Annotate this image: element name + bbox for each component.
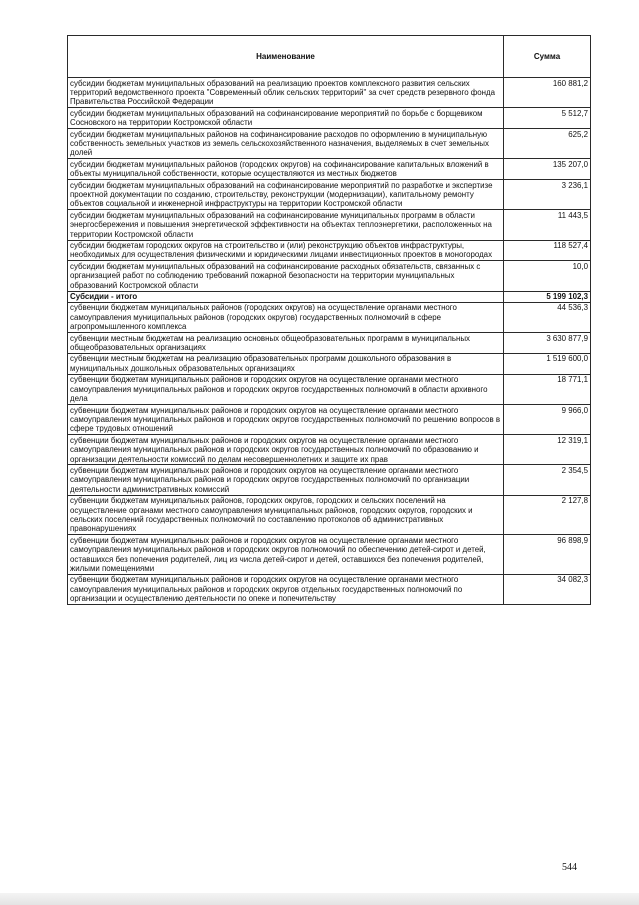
row-name: субсидии бюджетам муниципальных образований на софинансирование мероприятий по разработке и экспертизе проектной документации по созданию, строительству, реконструкции (модернизации), капитальному ремонту объектов социальной и инженерной инфраструктуры на территории Костромской области [68, 180, 504, 210]
row-name: субсидии бюджетам муниципальных районов (городских округов) на софинансирование капитальных вложений в объекты муниципальной собственности, которые осуществляются из местных бюджетов [68, 159, 504, 180]
row-sum: 18 771,1 [504, 374, 591, 404]
scan-bottom-edge [0, 893, 639, 905]
row-name: субвенции бюджетам муниципальных районов и городских округов на осуществление органами местного самоуправления муниципальных районов и городских округов полномочий по обеспечению детей-сирот и детей, оставшихся без попечения родителей, лиц из числа детей-сирот и детей, оставшихся без попечения родителей, жилыми помещениями [68, 535, 504, 575]
table-row [68, 353, 591, 374]
table-header-row [68, 36, 591, 78]
table-row [68, 108, 591, 129]
row-sum: 3 236,1 [504, 180, 591, 210]
header-sum: Сумма [504, 36, 591, 78]
table-row [68, 465, 591, 495]
row-name: субсидии бюджетам муниципальных образований на софинансирование муниципальных программ в области энергосбережения и повышения энергетической эффективности на объектах теплоэнергетики, расположенных на территории Костромской области [68, 210, 504, 240]
row-sum: 2 127,8 [504, 495, 591, 535]
row-name: Субсидии - итого [68, 291, 504, 302]
row-sum: 160 881,2 [504, 78, 591, 108]
page-number: 544 [562, 862, 577, 873]
row-name: субвенции бюджетам муниципальных районов (городских округов) на осуществление органами местного самоуправления муниципальных районов (городских округов) государственных полномочий в сфере агропромышленного комплекса [68, 302, 504, 332]
table-row [68, 159, 591, 180]
row-sum: 44 536,3 [504, 302, 591, 332]
row-sum: 96 898,9 [504, 535, 591, 575]
row-name: субвенции бюджетам муниципальных районов и городских округов на осуществление органами местного самоуправления муниципальных районов и городских округов государственных полномочий по решению вопросов в сфере трудовых отношений [68, 405, 504, 435]
row-name: субвенции бюджетам муниципальных районов и городских округов на осуществление органами местного самоуправления муниципальных районов и городских округов государственных полномочий по образованию и организации деятельности комиссий по делам несовершеннолетних и защите их прав [68, 435, 504, 465]
table-row [68, 435, 591, 465]
table-body [68, 78, 591, 605]
row-sum: 9 966,0 [504, 405, 591, 435]
row-sum: 10,0 [504, 261, 591, 291]
row-sum: 1 519 600,0 [504, 353, 591, 374]
row-name: субвенции местным бюджетам на реализацию образовательных программ дошкольного образования в муниципальных дошкольных образовательных организациях [68, 353, 504, 374]
table-row [68, 302, 591, 332]
table-row [68, 574, 591, 604]
row-sum: 5 512,7 [504, 108, 591, 129]
row-name: субсидии бюджетам муниципальных образований на софинансирование мероприятий по борьбе с борщевиком Сосновского на территории Костромской области [68, 108, 504, 129]
table-row [68, 495, 591, 535]
table-row [68, 374, 591, 404]
row-name: субсидии бюджетам муниципальных районов на софинансирование расходов по оформлению в муниципальную собственность земельных участков из земель сельскохозяйственного назначения, выделяемых в счет земельных долей [68, 129, 504, 159]
row-name: субсидии бюджетам муниципальных образований на реализацию проектов комплексного развития сельских территорий ведомственного проекта "Современный облик сельских территорий" за счет средств резервного фонда Правительства Российской Федерации [68, 78, 504, 108]
row-name: субсидии бюджетам городских округов на строительство и (или) реконструкцию объектов инфраструктуры, необходимых для осуществления физическими и юридическими лицами инвестиционных проектов в моногородах [68, 240, 504, 261]
table-row [68, 78, 591, 108]
row-sum: 2 354,5 [504, 465, 591, 495]
table-row [68, 129, 591, 159]
row-sum: 11 443,5 [504, 210, 591, 240]
row-name: субвенции бюджетам муниципальных районов, городских округов, городских и сельских поселений на осуществление органами местного самоуправления муниципальных районов, городских округов, городских и сельских поселений государственных полномочий по составлению протоколов об административных правонарушениях [68, 495, 504, 535]
row-name: субвенции бюджетам муниципальных районов и городских округов на осуществление органами местного самоуправления муниципальных районов и городских округов государственных полномочий в области архивного дела [68, 374, 504, 404]
table-row [68, 261, 591, 291]
table-row [68, 240, 591, 261]
table-row [68, 405, 591, 435]
budget-table [67, 35, 591, 605]
row-sum: 625,2 [504, 129, 591, 159]
row-sum: 135 207,0 [504, 159, 591, 180]
table-row [68, 180, 591, 210]
row-sum: 12 319,1 [504, 435, 591, 465]
row-name: субвенции бюджетам муниципальных районов и городских округов на осуществление органами местного самоуправления муниципальных районов и городских округов государственных полномочий по организации деятельности административных комиссий [68, 465, 504, 495]
table-row-total [68, 291, 591, 302]
table-row [68, 210, 591, 240]
row-sum: 3 630 877,9 [504, 333, 591, 354]
row-name: субвенции бюджетам муниципальных районов и городских округов на осуществление органами местного самоуправления муниципальных районов и городских округов отдельных государственных полномочий по организации и осуществлению деятельности по опеке и попечительству [68, 574, 504, 604]
row-name: субвенции местным бюджетам на реализацию основных общеобразовательных программ в муниципальных общеобразовательных организациях [68, 333, 504, 354]
table-row [68, 333, 591, 354]
header-name: Наименование [68, 36, 504, 78]
table-row [68, 535, 591, 575]
row-sum: 5 199 102,3 [504, 291, 591, 302]
row-sum: 34 082,3 [504, 574, 591, 604]
row-sum: 118 527,4 [504, 240, 591, 261]
row-name: субсидии бюджетам муниципальных образований на софинансирование расходных обязательств, связанных с организацией работ по соблюдению требований пожарной безопасности на территории муниципальных образований Костромской области [68, 261, 504, 291]
